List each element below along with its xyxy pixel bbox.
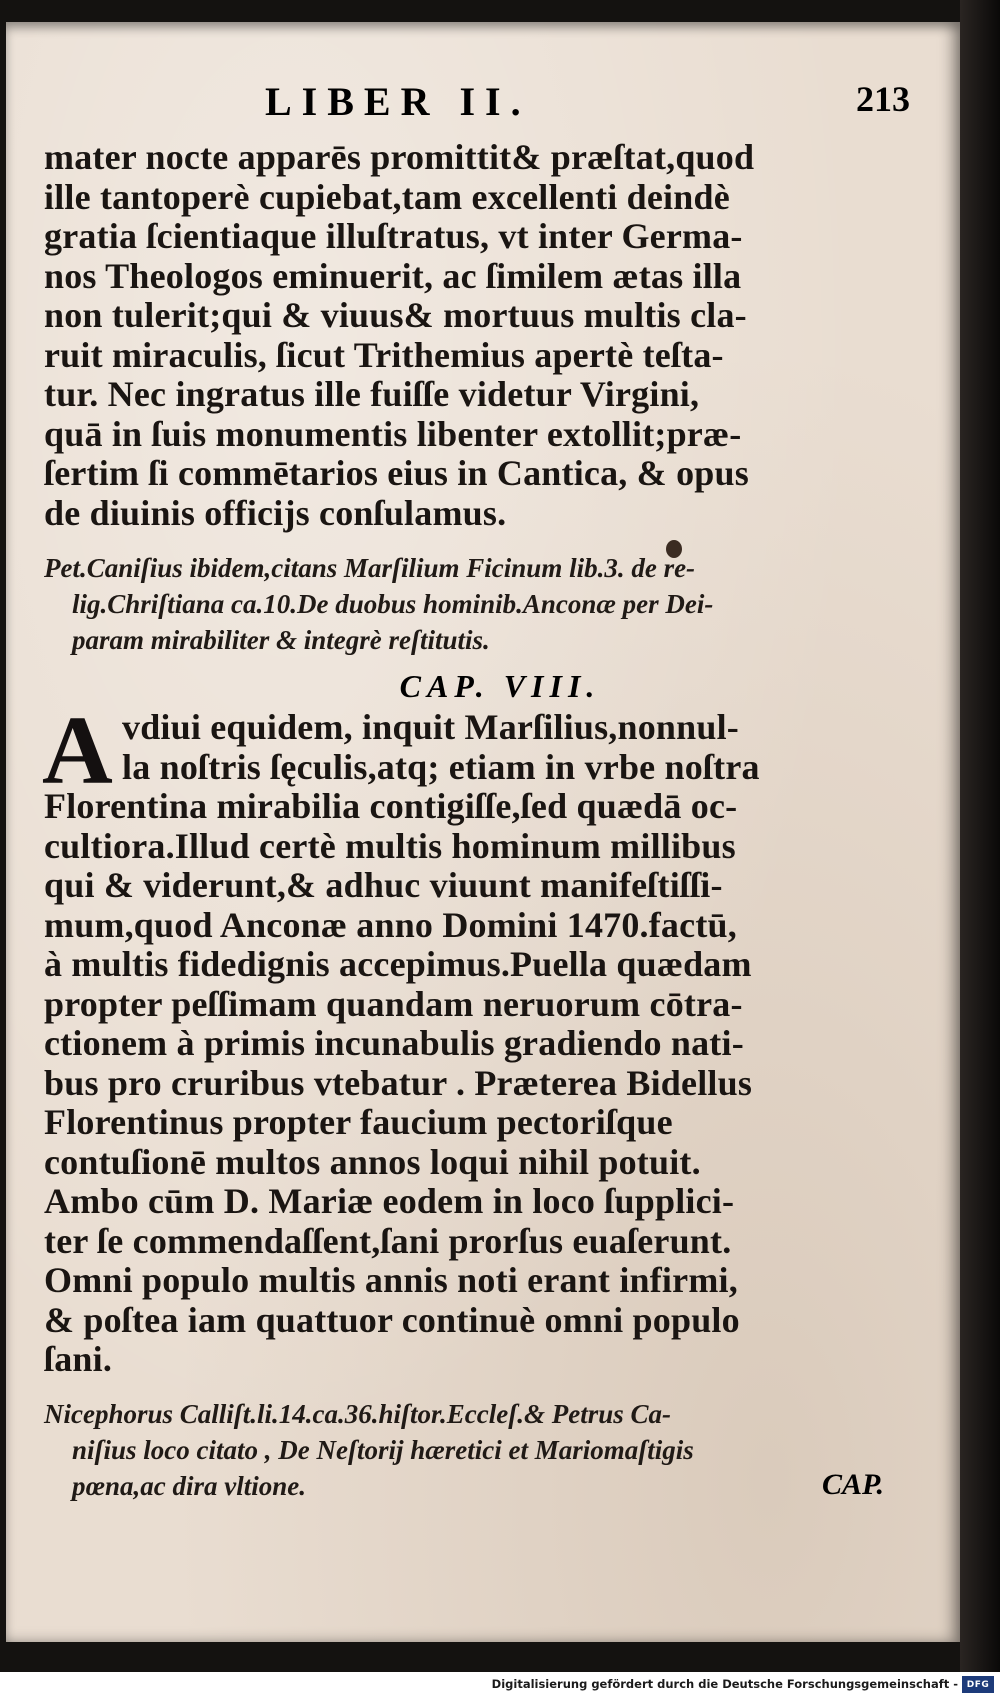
text-line: quā in ſuis monumentis libenter extollit;præ-	[44, 413, 742, 454]
text-line: tur. Nec ingratus ille fuiſſe videtur Virgini,	[44, 374, 700, 414]
text-line: Florentinus propter faucium pectoriſque	[44, 1102, 673, 1142]
text-line: nos Theologos eminuerit, ac ſimilem ætas illa	[44, 255, 742, 296]
digitization-footer	[0, 1672, 1000, 1698]
catchword: CAP.	[822, 1468, 884, 1501]
text-line: propter peſſimam quandam neruorum cōtra-	[44, 983, 743, 1024]
text-line: gratia ſcientiaque illuſtratus, vt inter Germa-	[44, 216, 743, 256]
note-line: niſius loco citato , De Neſtorij hæretici et Mariomaſtigis	[72, 1435, 694, 1465]
text-line: mum,quod Anconæ anno Domini 1470.factū,	[44, 904, 737, 945]
funding-credit: Digitalisierung gefördert durch die Deutsche Forschungsgemeinschaft -	[491, 1677, 958, 1691]
text-line: Ambo cūm D. Mariæ eodem in loco ſupplici-	[44, 1181, 735, 1221]
marginal-note-1	[44, 550, 914, 658]
text-line: ctionem à primis incunabulis gradiendo nati-	[44, 1023, 744, 1063]
text-line: à multis fidedignis accepimus.Puella quædam	[44, 944, 752, 984]
text-line: Omni populo multis annis noti erant infirmi,	[44, 1260, 738, 1300]
text-line: contuſionē multos annos loqui nihil potuit.	[44, 1141, 701, 1182]
text-line: Florentina mirabilia contigiſſe,ſed quædā oc-	[44, 786, 738, 826]
note-line: pœna,ac dira vltione.	[72, 1471, 306, 1501]
marginal-note-2	[44, 1396, 914, 1504]
note-line: Pet.Caniſius ibidem,citans Marſilium Ficinum lib.3. de re-	[44, 553, 696, 583]
page-number: 213	[856, 79, 910, 119]
text-line: bus pro cruribus vtebatur . Præterea Bidellus	[44, 1062, 753, 1103]
text-line: non tulerit;qui & viuus& mortuus multis cla-	[44, 295, 747, 335]
text-line: ruit miraculis, ſicut Trithemius apertè teſta-	[44, 334, 724, 375]
text-line: ter ſe commendaſſent,ſani prorſus euaſerunt.	[44, 1220, 732, 1261]
drop-cap: A	[42, 697, 113, 805]
intro-text	[44, 138, 914, 533]
text-line: de diuinis officijs conſulamus.	[44, 492, 507, 533]
note-line: Nicephorus Calliſt.li.14.ca.36.hiſtor.Eccleſ.& Petrus Ca-	[44, 1399, 671, 1429]
note-last-row	[44, 1468, 914, 1504]
text-line: qui & viderunt,& adhuc viuunt manifeſtiſſi-	[44, 865, 723, 905]
text-line: mater nocte apparēs promittit& præſtat,quod	[44, 137, 755, 177]
text-line: ille tantoperè cupiebat,tam excellenti deindè	[44, 176, 730, 217]
chapter-text	[42, 697, 914, 1380]
text-line: vdiui equidem, inquit Marſilius,nonnul-	[122, 707, 739, 747]
note-line: param mirabiliter & integrè reſtitutis.	[72, 625, 490, 655]
text-line: la noſtris ſęculis,atq; etiam in vrbe noſtra	[122, 746, 760, 787]
dfg-logo-icon[interactable]: DFG	[962, 1676, 994, 1693]
page-header	[40, 78, 910, 138]
text-line: cultiora.Illud certè multis hominum millibus	[44, 825, 736, 866]
note-line: lig.Chriſtiana ca.10.De duobus hominib.Anconæ per Dei-	[72, 589, 714, 619]
chapter-title: CAP. VIII.	[399, 668, 601, 704]
text-line: ſertim ſi commētarios eius in Cantica, & opus	[44, 453, 749, 493]
text-line: ſani.	[44, 1339, 113, 1379]
text-line: & poſtea iam quattuor continuè omni populo	[44, 1299, 740, 1340]
book-spine-shadow	[960, 0, 1000, 1698]
running-head: LIBER II.	[265, 79, 531, 124]
